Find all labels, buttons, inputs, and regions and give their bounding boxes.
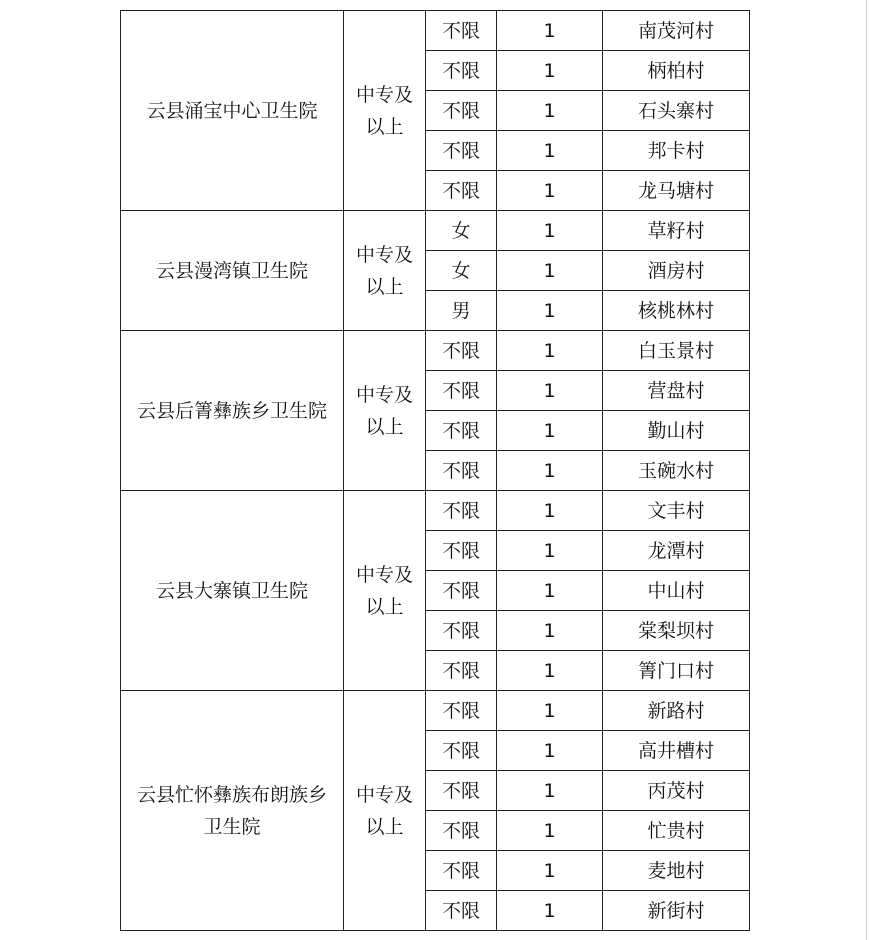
hospital-name-cell: [121, 691, 344, 931]
gender-cell: 不限: [426, 531, 497, 571]
village-cell: 核桃林村: [603, 291, 750, 331]
education-line: 以上: [365, 595, 404, 618]
gender-cell: 不限: [426, 691, 497, 731]
education-line: 中专及: [355, 563, 413, 586]
table-row: [121, 331, 750, 371]
count-cell: 1: [497, 451, 603, 491]
village-cell: 龙潭村: [603, 531, 750, 571]
count-cell: 1: [497, 811, 603, 851]
hospital-name-line: 云县忙怀彝族布朗族乡: [136, 783, 327, 806]
recruitment-table: [120, 10, 750, 931]
village-cell: 丙茂村: [603, 771, 750, 811]
village-cell: 高井槽村: [603, 731, 750, 771]
table-row: [121, 691, 750, 731]
village-cell: 箐门口村: [603, 651, 750, 691]
village-cell: 营盘村: [603, 371, 750, 411]
count-cell: 1: [497, 851, 603, 891]
gender-cell: 不限: [426, 331, 497, 371]
count-cell: 1: [497, 571, 603, 611]
education-line: 以上: [365, 415, 404, 438]
count-cell: 1: [497, 91, 603, 131]
count-cell: 1: [497, 11, 603, 51]
gender-cell: 不限: [426, 571, 497, 611]
education-cell: [344, 211, 426, 331]
village-cell: 石头寨村: [603, 91, 750, 131]
village-cell: 龙马塘村: [603, 171, 750, 211]
count-cell: 1: [497, 331, 603, 371]
village-cell: 棠梨坝村: [603, 611, 750, 651]
village-cell: 中山村: [603, 571, 750, 611]
count-cell: 1: [497, 291, 603, 331]
education-line: 以上: [365, 275, 404, 298]
gender-cell: 不限: [426, 411, 497, 451]
count-cell: 1: [497, 171, 603, 211]
education-line: 中专及: [355, 783, 413, 806]
gender-cell: 不限: [426, 651, 497, 691]
hospital-name-line: 云县后箐彝族乡卫生院: [136, 399, 327, 422]
table-row: [121, 11, 750, 51]
page-edge-line: [866, 0, 867, 940]
education-line: 以上: [365, 115, 404, 138]
gender-cell: 不限: [426, 771, 497, 811]
gender-cell: 不限: [426, 611, 497, 651]
count-cell: 1: [497, 211, 603, 251]
village-cell: 新街村: [603, 891, 750, 931]
count-cell: 1: [497, 411, 603, 451]
gender-cell: 不限: [426, 851, 497, 891]
education-cell: [344, 691, 426, 931]
gender-cell: 不限: [426, 451, 497, 491]
gender-cell: 男: [426, 291, 497, 331]
hospital-name-cell: [121, 491, 344, 691]
village-cell: 酒房村: [603, 251, 750, 291]
village-cell: 草籽村: [603, 211, 750, 251]
hospital-name-cell: [121, 331, 344, 491]
hospital-name-line: 云县漫湾镇卫生院: [155, 259, 308, 282]
hospital-name-line: 卫生院: [203, 815, 261, 838]
village-cell: 玉碗水村: [603, 451, 750, 491]
village-cell: 白玉景村: [603, 331, 750, 371]
village-cell: 忙贵村: [603, 811, 750, 851]
village-cell: 麦地村: [603, 851, 750, 891]
education-line: 以上: [365, 815, 404, 838]
gender-cell: 不限: [426, 91, 497, 131]
count-cell: 1: [497, 651, 603, 691]
hospital-name-cell: [121, 211, 344, 331]
gender-cell: 不限: [426, 491, 497, 531]
village-cell: 南茂河村: [603, 11, 750, 51]
gender-cell: 不限: [426, 731, 497, 771]
village-cell: 柄柏村: [603, 51, 750, 91]
table-row: [121, 491, 750, 531]
gender-cell: 不限: [426, 131, 497, 171]
education-line: 中专及: [355, 243, 413, 266]
hospital-name-cell: [121, 11, 344, 211]
education-cell: [344, 11, 426, 211]
education-line: 中专及: [355, 383, 413, 406]
count-cell: 1: [497, 771, 603, 811]
count-cell: 1: [497, 51, 603, 91]
education-line: 中专及: [355, 83, 413, 106]
gender-cell: 不限: [426, 811, 497, 851]
village-cell: 勤山村: [603, 411, 750, 451]
count-cell: 1: [497, 371, 603, 411]
education-cell: [344, 491, 426, 691]
hospital-name-line: 云县涌宝中心卫生院: [146, 99, 318, 122]
count-cell: 1: [497, 611, 603, 651]
education-cell: [344, 331, 426, 491]
table-row: [121, 211, 750, 251]
gender-cell: 不限: [426, 51, 497, 91]
village-cell: 邦卡村: [603, 131, 750, 171]
gender-cell: 不限: [426, 171, 497, 211]
gender-cell: 不限: [426, 371, 497, 411]
count-cell: 1: [497, 531, 603, 571]
count-cell: 1: [497, 251, 603, 291]
table-body: [121, 11, 750, 931]
count-cell: 1: [497, 731, 603, 771]
hospital-name-line: 云县大寨镇卫生院: [155, 579, 308, 602]
gender-cell: 女: [426, 211, 497, 251]
village-cell: 文丰村: [603, 491, 750, 531]
gender-cell: 不限: [426, 11, 497, 51]
gender-cell: 不限: [426, 891, 497, 931]
count-cell: 1: [497, 491, 603, 531]
count-cell: 1: [497, 131, 603, 171]
gender-cell: 女: [426, 251, 497, 291]
count-cell: 1: [497, 691, 603, 731]
count-cell: 1: [497, 891, 603, 931]
village-cell: 新路村: [603, 691, 750, 731]
